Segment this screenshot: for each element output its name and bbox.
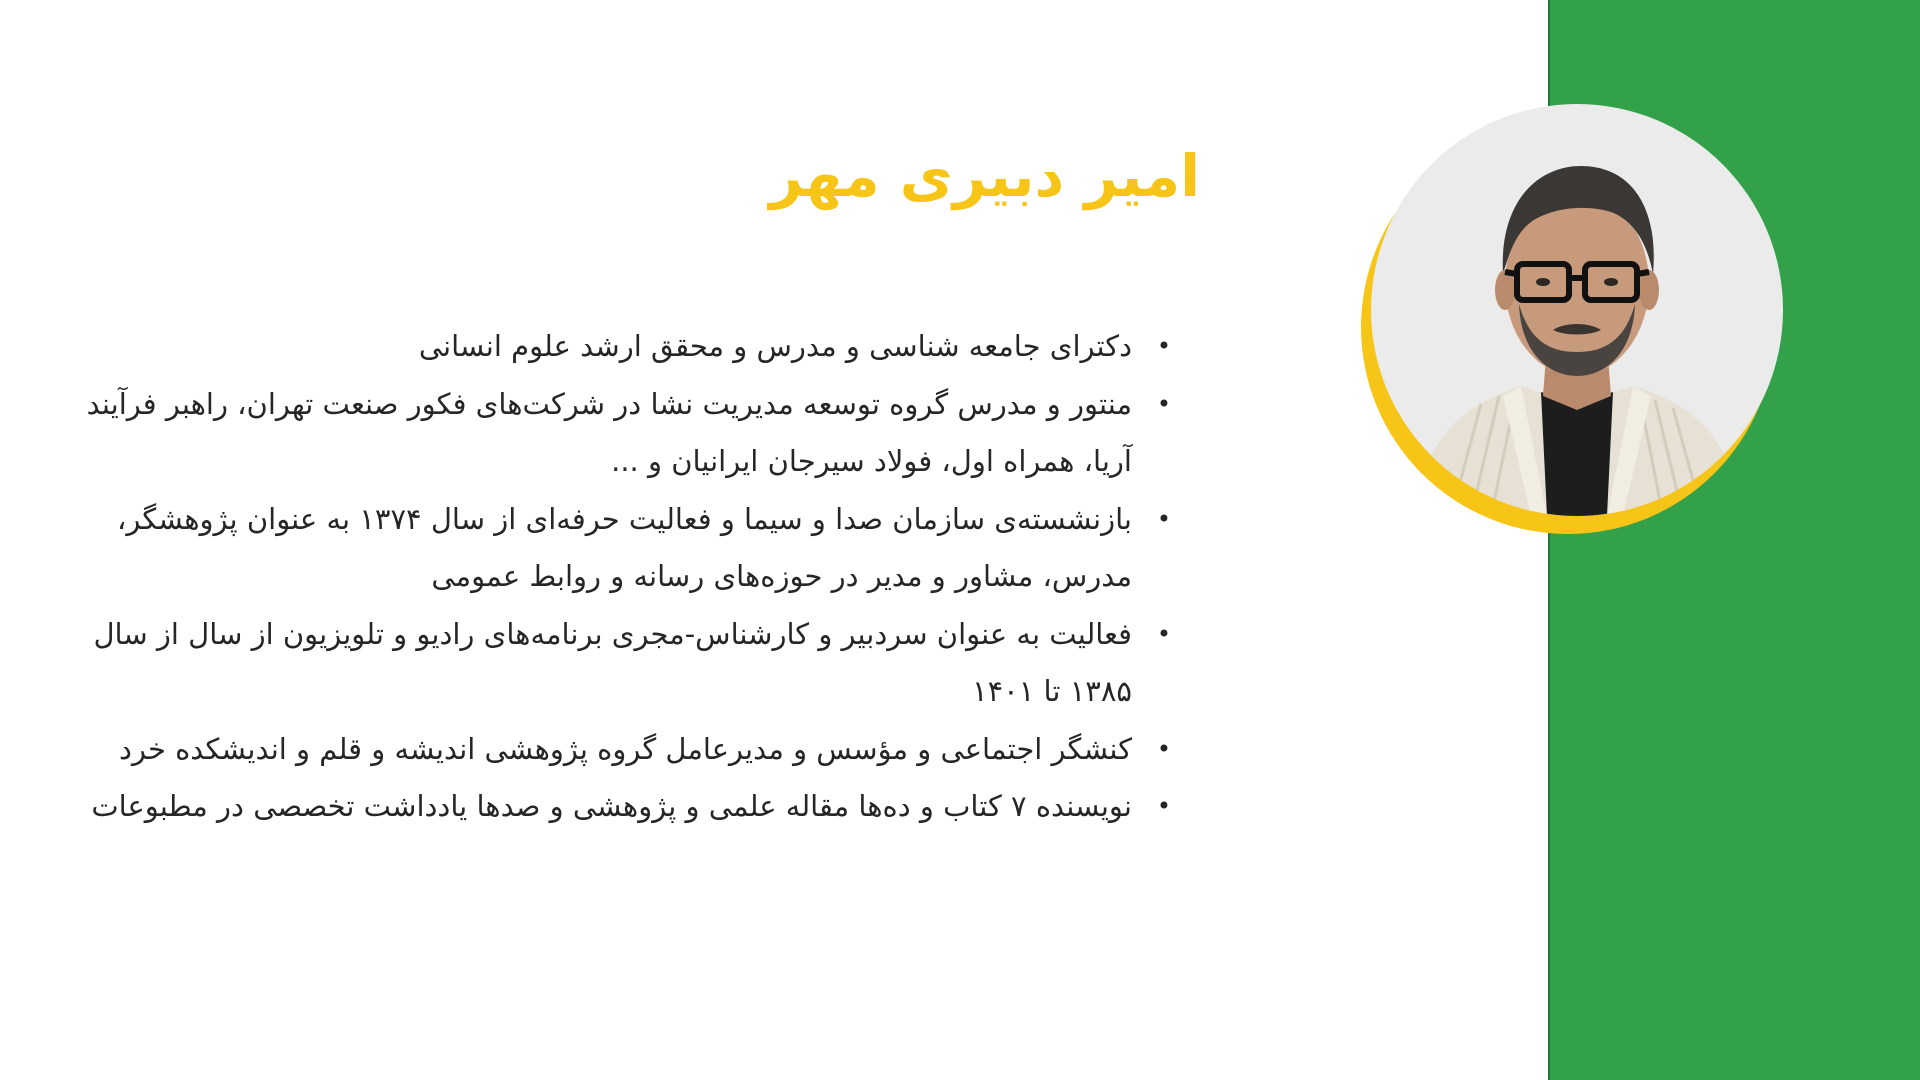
bullet-icon: • <box>1156 504 1172 533</box>
shirt <box>1541 392 1613 516</box>
bio-item <box>32 721 1172 779</box>
bio-item <box>32 491 1172 606</box>
bio-item-text: منتور و مدرس گروه توسعه مدیریت نشا در شرکت‌های فکور صنعت تهران، راهبر فرآیند آریا، همراه اول، فولاد سیرجان ایرانیان و ... <box>86 386 1132 478</box>
bullet-icon: • <box>1156 792 1172 820</box>
bio-item <box>32 778 1172 836</box>
bio-item <box>32 606 1172 721</box>
bio-item <box>32 318 1172 376</box>
bullet-icon: • <box>1156 332 1172 360</box>
bullet-icon: • <box>1156 734 1172 763</box>
bio-item-text: دکترای جامعه شناسی و مدرس و محقق ارشد علوم انسانی <box>418 329 1132 363</box>
bullet-icon: • <box>1156 389 1172 418</box>
left-eye <box>1536 278 1550 286</box>
bio-item-text: بازنشسته‌ی سازمان صدا و سیما و فعالیت حرفه‌ای از سال ۱۳۷۴ به عنوان پژوهشگر، مدرس، مشاور و مدیر در حوزه‌های رسانه و روابط عمومی <box>117 501 1132 593</box>
bio-list <box>32 318 1174 836</box>
bio-item-text: نویسنده ۷ کتاب و ده‌ها مقاله علمی و پژوهشی و صدها یادداشت تخصصی در مطبوعات <box>91 789 1132 823</box>
bio-item-text: کنشگر اجتماعی و مؤسس و مدیرعامل گروه پژوهشی اندیشه و قلم و اندیشکده خرد <box>119 731 1132 766</box>
bullet-icon: • <box>1156 619 1172 648</box>
portrait-illustration <box>1371 104 1783 516</box>
profile-photo <box>1371 104 1783 516</box>
right-eye <box>1604 278 1618 286</box>
bio-item <box>32 376 1172 491</box>
bio-item-text: فعالیت به عنوان سردبیر و کارشناس-مجری برنامه‌های رادیو و تلویزیون از سال از سال ۱۳۸۵ تا ۱۴۰۱ <box>93 616 1132 708</box>
name-title: امیر دبیری مهر <box>769 142 1200 210</box>
